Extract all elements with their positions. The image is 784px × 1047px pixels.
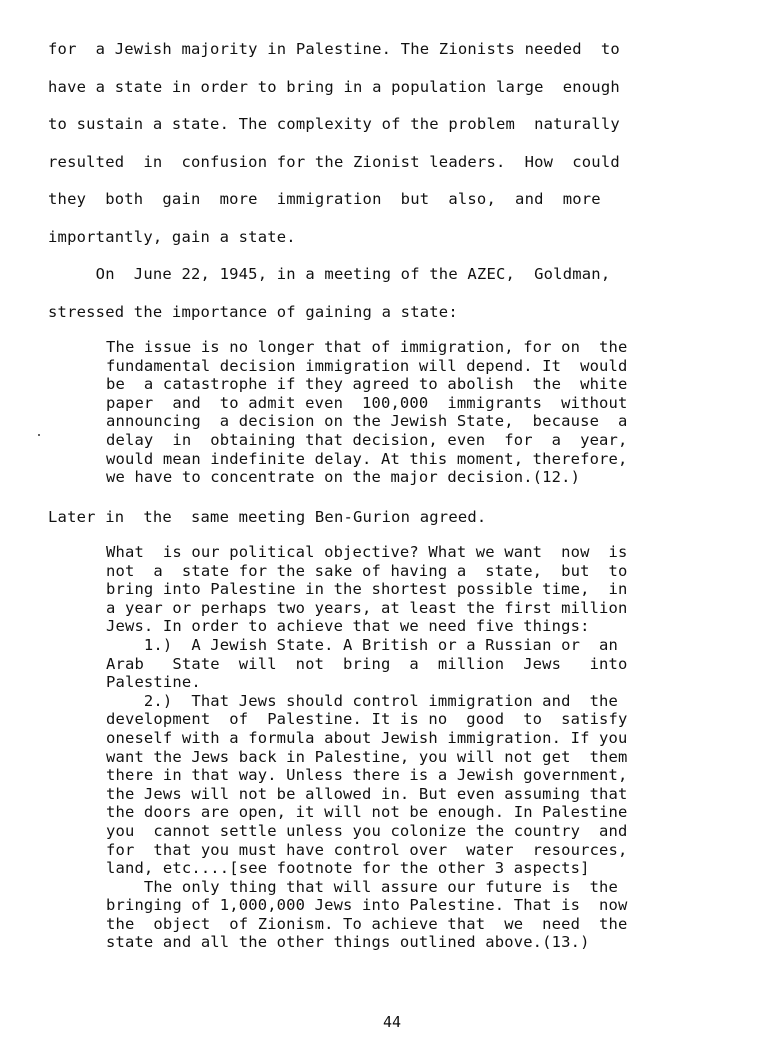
ben-gurion-quote-line: 1.) A Jewish State. A British or a Russian or an — [106, 635, 619, 654]
goldman-quote-line: would mean indefinite delay. At this moment, therefore, — [106, 449, 628, 468]
paragraph-ben-gurion-intro: Later in the same meeting Ben-Gurion agreed. — [48, 508, 487, 526]
intro-line: to sustain a state. The complexity of the problem naturally — [48, 115, 620, 133]
meeting-line: On June 22, 1945, in a meeting of the AZEC, Goldman, — [48, 265, 611, 283]
intro-line: importantly, gain a state. — [48, 227, 296, 246]
blockquote-ben-gurion — [106, 543, 736, 952]
intro-line: for a Jewish majority in Palestine. The Zionists needed to — [48, 40, 620, 58]
ben-gurion-quote-line: state and all the other things outlined above.(13.) — [106, 933, 590, 952]
meeting-line: stressed the importance of gaining a state: — [48, 302, 458, 321]
ben-gurion-quote-line: want the Jews back in Palestine, you will not get them — [106, 747, 628, 766]
goldman-quote-line: The issue is no longer that of immigration, for on the — [106, 338, 628, 356]
ben-gurion-quote-line: bringing of 1,000,000 Jews into Palestine. That is now — [106, 896, 628, 915]
ben-gurion-quote-line: the object of Zionism. To achieve that we need the — [106, 914, 628, 933]
ben-gurion-quote-line: the doors are open, it will not be enough. In Palestine — [106, 803, 628, 822]
blockquote-goldman — [106, 338, 736, 487]
goldman-quote-line: delay in obtaining that decision, even for a year, — [106, 430, 628, 449]
ben-gurion-quote-line: The only thing that will assure our future is the — [106, 877, 619, 896]
ben-gurion-quote-line: land, etc....[see footnote for the other 3 aspects] — [106, 859, 590, 878]
ben-gurion-quote-line: the Jews will not be allowed in. But even assuming that — [106, 784, 628, 803]
ben-gurion-quote-line: you cannot settle unless you colonize the country and — [106, 821, 628, 840]
stray-ink-mark — [38, 434, 40, 436]
ben-gurion-quote-line: a year or perhaps two years, at least the first million — [106, 598, 628, 617]
ben-gurion-quote-line: Arab State will not bring a million Jews into — [106, 654, 628, 673]
intro-line: resulted in confusion for the Zionist leaders. How could — [48, 152, 620, 171]
ben-gurion-quote-line: development of Palestine. It is no good to satisfy — [106, 710, 628, 729]
goldman-quote-line: fundamental decision immigration will depend. It would — [106, 356, 628, 375]
ben-gurion-quote-line: for that you must have control over water resources, — [106, 840, 628, 859]
ben-gurion-quote-line: oneself with a formula about Jewish immigration. If you — [106, 728, 628, 747]
intro-line: have a state in order to bring in a population large enough — [48, 77, 620, 96]
goldman-quote-line: we have to concentrate on the major decision.(12.) — [106, 468, 581, 487]
ben-gurion-quote-line: 2.) That Jews should control immigration and the — [106, 691, 619, 710]
goldman-quote-line: paper and to admit even 100,000 immigrants without — [106, 393, 628, 412]
goldman-quote-line: announcing a decision on the Jewish State, because a — [106, 412, 628, 431]
goldman-quote-line: be a catastrophe if they agreed to abolish the white — [106, 375, 628, 394]
ben-gurion-quote-line: Palestine. — [106, 673, 201, 692]
intro-line: they both gain more immigration but also, and more — [48, 190, 601, 208]
page-number: 44 — [382, 1013, 402, 1031]
ben-gurion-quote-line: What is our political objective? What we want now is — [106, 543, 628, 561]
ben-gurion-quote-line: not a state for the sake of having a state, but to — [106, 561, 628, 580]
ben-gurion-quote-line: there in that way. Unless there is a Jewish government, — [106, 766, 628, 785]
ben-gurion-quote-line: bring into Palestine in the shortest possible time, in — [106, 580, 628, 599]
ben-gurion-quote-line: Jews. In order to achieve that we need five things: — [106, 617, 590, 636]
